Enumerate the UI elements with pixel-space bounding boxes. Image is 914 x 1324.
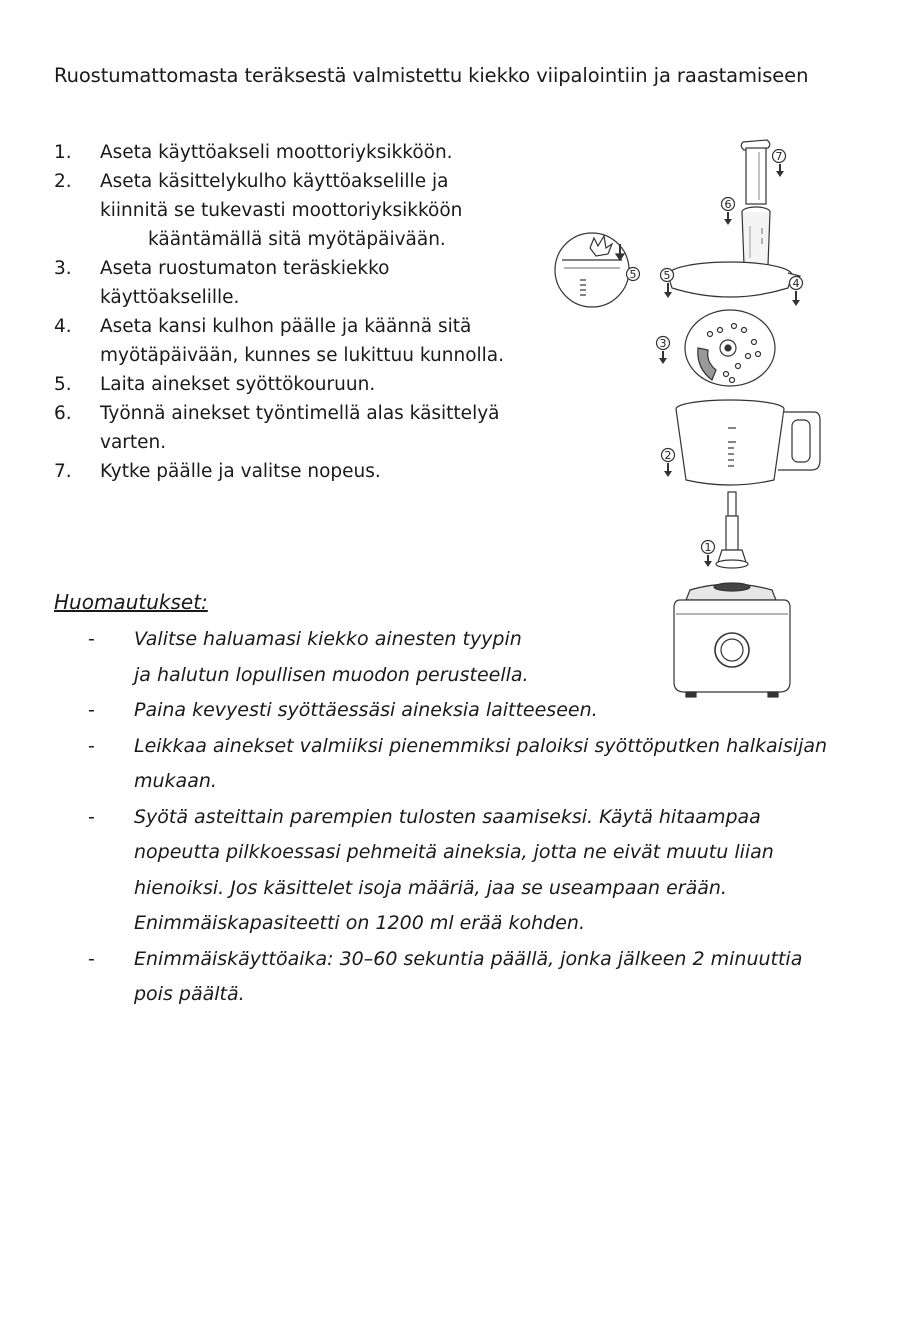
step-text: Laita ainekset syöttökouruun. — [100, 374, 376, 395]
step-text: Aseta käyttöakseli moottoriyksikköön. — [100, 142, 453, 163]
step-text: varten. — [100, 432, 167, 453]
step-item — [54, 399, 554, 457]
note-text: mukaan. — [134, 770, 217, 792]
food-processor-assembly-diagram-icon — [550, 130, 840, 710]
note-text: nopeutta pilkkoessasi pehmeitä aineksia, jotta ne eivät muutu liian — [134, 841, 774, 863]
callout-label: 2 — [664, 449, 672, 462]
step-item — [54, 254, 554, 312]
callout-label: 5 — [663, 269, 671, 282]
step-text: myötäpäivään, kunnes se lukittuu kunnolla. — [100, 345, 505, 366]
step-text: Työnnä ainekset työntimellä alas käsittelyä — [100, 403, 500, 424]
note-text: Enimmäiskäyttöaika: 30–60 sekuntia päällä, jonka jälkeen 2 minuuttia — [134, 947, 803, 970]
note-text: ja halutun lopullisen muodon perusteella. — [134, 663, 529, 686]
step-number: 5. — [54, 374, 72, 395]
step-item — [54, 312, 554, 370]
step-text: käyttöakselille. — [100, 287, 240, 308]
step-text: Aseta kansi kulhon päälle ja käännä sitä — [100, 316, 472, 337]
note-text: Paina kevyesti syöttäessäsi aineksia laitteeseen. — [134, 699, 598, 721]
note-text: pois päältä. — [134, 983, 245, 1005]
callout-label: 5 — [629, 268, 637, 281]
step-text: kääntämällä sitä myötäpäivään. — [148, 229, 446, 250]
notes-heading: Huomautukset: — [54, 590, 208, 614]
step-item — [54, 370, 554, 399]
step-item — [54, 167, 554, 254]
step-number: 1. — [54, 142, 72, 163]
note-item — [88, 800, 888, 942]
step-number: 2. — [54, 171, 72, 192]
step-text: Kytke päälle ja valitse nopeus. — [100, 461, 381, 482]
note-bullet: - — [88, 628, 95, 650]
feed-tube-icon — [742, 207, 770, 268]
step-number: 4. — [54, 316, 72, 337]
note-text: Leikkaa ainekset valmiiksi pienemmiksi paloiksi syöttöputken halkaisijan — [134, 734, 828, 757]
note-item — [88, 729, 888, 800]
note-text: Valitse haluamasi kiekko ainesten tyypin — [134, 628, 522, 650]
step-number: 7. — [54, 461, 72, 482]
note-item — [88, 942, 888, 1013]
pusher-icon — [741, 140, 770, 204]
note-text: Enimmäiskapasiteetti on 1200 ml erää kohden. — [134, 912, 585, 934]
lid-icon — [668, 262, 800, 297]
drive-shaft-icon — [716, 492, 748, 568]
note-bullet: - — [88, 947, 95, 970]
bowl-icon — [676, 400, 820, 485]
step-text: Aseta käsittelykulho käyttöakselille ja — [100, 171, 449, 192]
note-text: Syötä asteittain parempien tulosten saamiseksi. Käytä hitaampaa — [134, 805, 761, 828]
callout-label: 7 — [775, 150, 783, 163]
callout-label: 1 — [704, 541, 712, 554]
note-bullet: - — [88, 805, 95, 828]
step-text: Aseta ruostumaton teräskiekko — [100, 258, 390, 279]
callout-label: 6 — [724, 198, 732, 211]
note-text: hienoiksi. Jos käsittelet isoja määriä, jaa se useampaan erään. — [134, 876, 727, 899]
note-bullet: - — [88, 699, 95, 721]
note-bullet: - — [88, 734, 95, 757]
disc-icon — [685, 310, 775, 386]
step-number: 3. — [54, 258, 72, 279]
assembly-steps-list — [54, 138, 554, 486]
step-number: 6. — [54, 403, 72, 424]
motor-unit-icon — [674, 583, 790, 697]
page-title: Ruostumattomasta teräksestä valmistettu kiekko viipalointiin ja raastamiseen — [54, 64, 809, 87]
callout-label: 3 — [659, 337, 667, 350]
step-item — [54, 138, 554, 167]
callout-label: 4 — [792, 277, 800, 290]
step-text: kiinnitä se tukevasti moottoriyksikköön — [100, 200, 463, 221]
step-item — [54, 457, 554, 486]
lock-detail-inset-icon — [555, 233, 629, 307]
